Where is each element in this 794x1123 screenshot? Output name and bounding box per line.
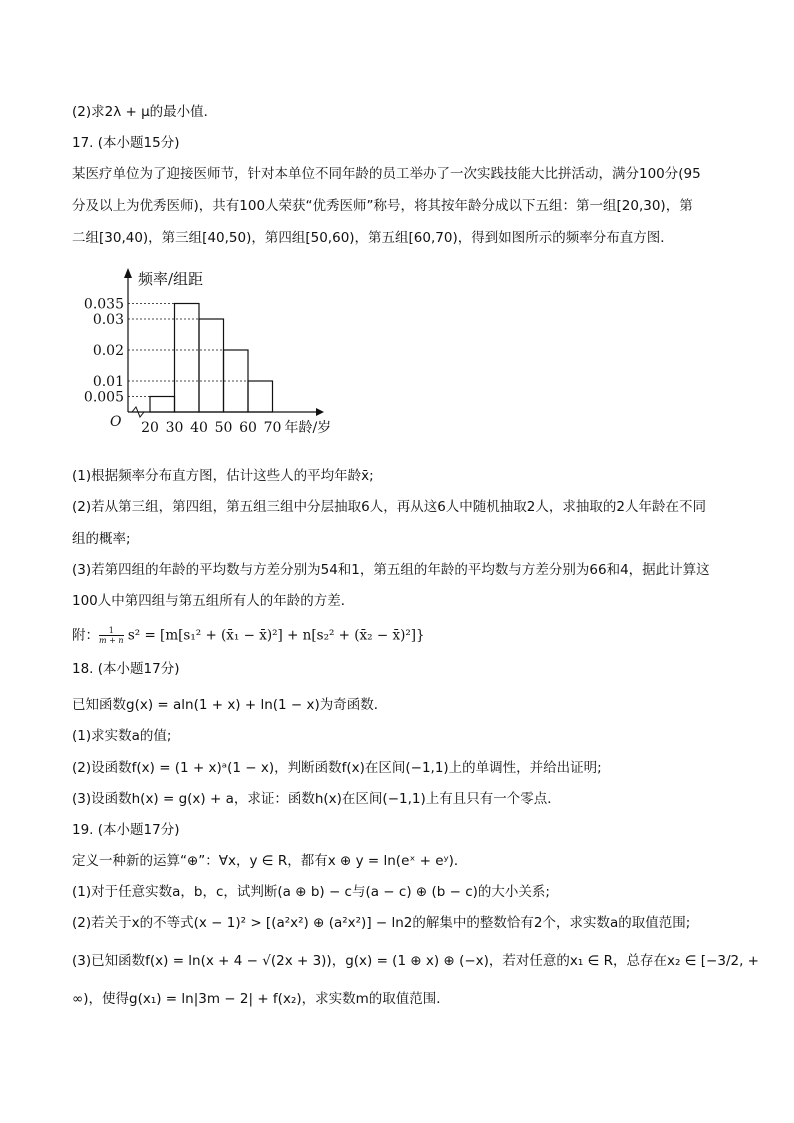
question-19-part3-line2: ∞)，使得g(x₁) = ln|3m − 2| + f(x₂)，求实数m的取值范围． — [72, 991, 450, 1007]
x-axis-arrow — [316, 408, 324, 416]
question-17-text-2: 分及以上为优秀医师)，共有100人荣获“优秀医师”称号，将其按年龄分成以下五组：第一组[20,30)，第 — [72, 198, 693, 214]
question-17-part2-line2: 组的概率; — [72, 531, 131, 547]
y-tick-label: 0.03 — [92, 312, 124, 328]
question-17-part3-line1: (3)若第四组的年龄的平均数与方差分别为54和1，第五组的年龄的平均数与方差分别为66和4，据此计算这 — [72, 562, 710, 578]
question-18-part2: (2)设函数f(x) = (1 + x)ᵃ(1 − x)，判断函数f(x)在区间(−1,1)上的单调性，并给出证明; — [72, 760, 602, 776]
question-17-part3-line2: 100人中第四组与第五组所有人的年龄的方差． — [72, 593, 355, 609]
question-17-part1: (1)根据频率分布直方图，估计这些人的平均年龄x̄; — [72, 468, 374, 484]
y-tick-label: 0.005 — [83, 389, 124, 406]
question-19-part1: (1)对于任意实数a，b，c，试判断(a ⊕ b) − c与(a − c) ⊕ (b − c)的大小关系; — [72, 884, 550, 900]
origin-label: O — [110, 414, 122, 430]
x-tick-label: 30 — [165, 420, 184, 436]
fraction-denominator: m + n — [99, 636, 124, 645]
y-tick-label: 0.01 — [92, 374, 124, 390]
question-17-header: 17. (本小题15分) — [72, 135, 180, 151]
histogram-bar — [199, 319, 224, 412]
appendix-label: 附： — [72, 627, 99, 644]
question-18-text: 已知函数g(x) = aln(1 + x) + ln(1 − x)为奇函数． — [72, 697, 388, 713]
fraction-numerator: 1 — [99, 626, 124, 636]
y-axis-label: 频率/组距 — [138, 270, 204, 288]
histogram-bar — [150, 397, 175, 413]
question-19-part2: (2)若关于x的不等式(x − 1)² > [(a²x²) ⊕ (a²x²)] − ln2的解集中的整数恰有2个，求实数a的取值范围; — [72, 915, 691, 931]
x-tick-label: 50 — [214, 420, 233, 436]
question-19-text: 定义一种新的运算“⊕”：∀x，y ∈ R，都有x ⊕ y = ln(eˣ + eʸ)． — [72, 853, 468, 869]
frequency-histogram — [80, 262, 380, 442]
question-17-part2-line1: (2)若从第三组，第四组，第五组三组中分层抽取6人，再从这6人中随机抽取2人，求抽取的2人年龄在不同 — [72, 499, 706, 515]
question-18-part1: (1)求实数a的值; — [72, 728, 172, 744]
y-tick-label: 0.02 — [92, 343, 124, 359]
question-19-header: 19. (本小题17分) — [72, 822, 180, 838]
y-tick-label: 0.035 — [83, 296, 124, 313]
x-tick-label: 70 — [263, 420, 282, 436]
x-tick-label: 60 — [239, 420, 257, 436]
question-19-part3-line1: (3)已知函数f(x) = ln(x + 4 − √(2x + 3))，g(x) = (1 ⊕ x) ⊕ (−x)，若对任意的x₁ ∈ R，总存在x₂ ∈ [−3/2, + — [72, 953, 759, 969]
question-18-header: 18. (本小题17分) — [72, 661, 180, 677]
question-18-part3: (3)设函数h(x) = g(x) + a，求证：函数h(x)在区间(−1,1)上有且只有一个零点． — [72, 791, 561, 807]
histogram-bar — [248, 381, 273, 412]
appendix-formula — [72, 626, 425, 645]
x-tick-label: 40 — [190, 420, 208, 436]
histogram-bar — [175, 304, 200, 413]
variance-formula: s² = [m[s₁² + (x̄₁ − x̄)²] + n[s₂² + (x̄₂ − x̄)²]} — [127, 627, 425, 644]
question-16-part2: (2)求2λ + μ的最小值． — [72, 104, 218, 120]
x-tick-label: 20 — [141, 420, 159, 436]
x-axis-label: 年龄/岁 — [284, 420, 332, 436]
question-17-text-1: 某医疗单位为了迎接医师节，针对本单位不同年龄的员工举办了一次实践技能大比拼活动，满分100分(95 — [72, 166, 701, 182]
question-17-text-3: 二组[30,40)，第三组[40,50)，第四组[50,60)，第五组[60,70)，得到如图所示的频率分布直方图． — [72, 230, 674, 246]
y-axis-arrow — [124, 268, 132, 278]
formula-fraction — [99, 626, 124, 645]
